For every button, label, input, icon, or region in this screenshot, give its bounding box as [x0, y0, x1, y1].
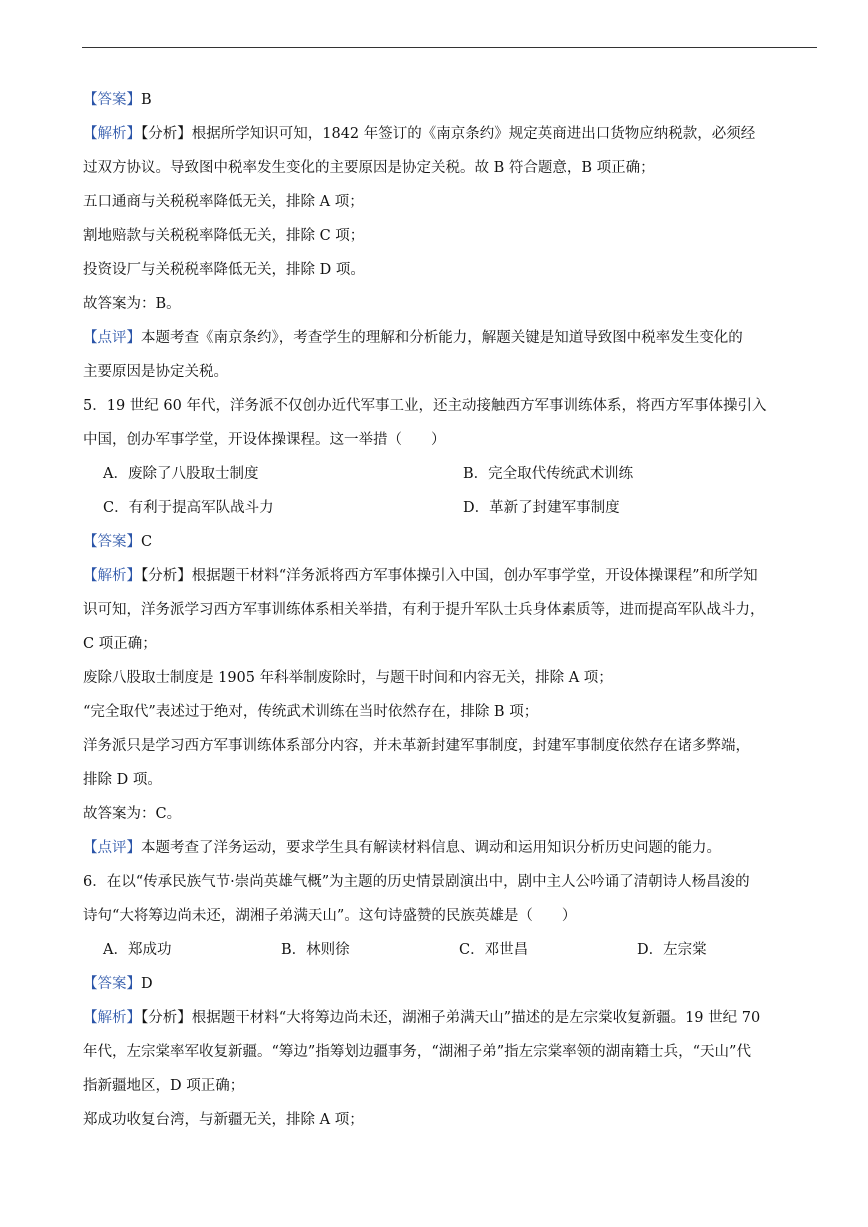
answer-label: 【答案】 — [83, 534, 141, 550]
q5-options-row2 — [83, 491, 818, 525]
fenxi-label: 【分析】 — [141, 1010, 192, 1026]
q5-option-b[interactable]: B．完全取代传统武术训练 — [463, 466, 634, 482]
text-line: 投资设厂与关税税率降低无关，排除 D 项。 — [83, 262, 365, 278]
q5-option-a[interactable]: A．废除了八股取士制度 — [103, 466, 259, 482]
q5-stem: 5．19 世纪 60 年代，洋务派不仅创办近代军事工业，还主动接触西方军事训练体系，将西方军事体操引入 — [83, 398, 767, 414]
q5-answer: 【答案】C — [83, 534, 153, 550]
analysis-label: 【解析】 — [83, 568, 141, 584]
q4-comment: 【点评】本题考查《南京条约》，考查学生的理解和分析能力，解题关键是知道导致图中税率发生变化的 — [83, 330, 743, 346]
q5-analysis: 【解析】【分析】根据题干材料“洋务派将西方军事体操引入中国，创办军事学堂，开设体操课程”和所学知 — [83, 568, 758, 584]
analysis-label: 【解析】 — [83, 1010, 141, 1026]
text-line: 过双方协议。导致图中税率发生变化的主要原因是协定关税。故 B 符合题意，B 项正确； — [83, 160, 655, 176]
q5-comment: 【点评】本题考查了洋务运动，要求学生具有解读材料信息、调动和运用知识分析历史问题的能力。 — [83, 840, 721, 856]
q6-option-a[interactable]: A．郑成功 — [103, 942, 172, 958]
q5-options-row1 — [83, 457, 818, 491]
text-line: 洋务派只是学习西方军事训练体系部分内容，并未革新封建军事制度，封建军事制度依然存在诸多弊端， — [83, 738, 750, 754]
text-line: 故答案为：C。 — [83, 806, 182, 822]
document-body — [83, 83, 818, 1137]
q6-stem: 6．在以“传承民族气节·崇尚英雄气概”为主题的历史情景剧演出中，剧中主人公吟诵了清朝诗人杨昌浚的 — [83, 874, 750, 890]
fenxi-label: 【分析】 — [141, 126, 192, 142]
text-line: 割地赔款与关税税率降低无关，排除 C 项； — [83, 228, 365, 244]
header-rule — [82, 47, 817, 48]
text-line: 废除八股取士制度是 1905 年科举制废除时，与题干时间和内容无关，排除 A 项； — [83, 670, 613, 686]
text-line: 排除 D 项。 — [83, 772, 162, 788]
text-line: C 项正确； — [83, 636, 157, 652]
q6-option-d[interactable]: D．左宗棠 — [637, 942, 707, 958]
analysis-label: 【解析】 — [83, 126, 141, 142]
text-line: “完全取代”表述过于绝对，传统武术训练在当时依然存在，排除 B 项； — [83, 704, 539, 720]
q6-option-b[interactable]: B．林则徐 — [281, 942, 350, 958]
q5-option-d[interactable]: D．革新了封建军事制度 — [463, 500, 620, 516]
fenxi-label: 【分析】 — [141, 568, 192, 584]
q4-analysis: 【解析】【分析】根据所学知识可知，1842 年签订的《南京条约》规定英商进出口货物应纳税款，必须经 — [83, 126, 756, 142]
text-line: 主要原因是协定关税。 — [83, 364, 228, 380]
q6-analysis: 【解析】【分析】根据题干材料“大将筹边尚未还，湖湘子弟满天山”描述的是左宗棠收复新疆。19 世纪 70 — [83, 1010, 761, 1026]
q5-stem-cont: 中国，创办军事学堂，开设体操课程。这一举措（ ） — [83, 432, 446, 448]
text-line: 年代，左宗棠率军收复新疆。“筹边”指筹划边疆事务，“湖湘子弟”指左宗棠率领的湖南籍士兵，“天山”代 — [83, 1044, 751, 1060]
q6-answer: 【答案】D — [83, 976, 153, 992]
text-line: 识可知，洋务派学习西方军事训练体系相关举措，有利于提升军队士兵身体素质等，进而提高军队战斗力， — [83, 602, 765, 618]
q6-stem-cont: 诗句“大将筹边尚未还，湖湘子弟满天山”。这句诗盛赞的民族英雄是（ ） — [83, 908, 577, 924]
answer-label: 【答案】 — [83, 976, 141, 992]
q6-options-row — [83, 933, 818, 967]
q5-option-c[interactable]: C．有利于提高军队战斗力 — [103, 500, 274, 516]
answer-label: 【答案】 — [83, 92, 141, 108]
text-line: 故答案为：B。 — [83, 296, 181, 312]
q6-option-c[interactable]: C．邓世昌 — [459, 942, 529, 958]
comment-label: 【点评】 — [83, 840, 141, 856]
text-line: 郑成功收复台湾，与新疆无关，排除 A 项； — [83, 1112, 364, 1128]
text-line: 指新疆地区，D 项正确； — [83, 1078, 245, 1094]
q4-answer: 【答案】B — [83, 92, 152, 108]
comment-label: 【点评】 — [83, 330, 141, 346]
text-line: 五口通商与关税税率降低无关，排除 A 项； — [83, 194, 364, 210]
